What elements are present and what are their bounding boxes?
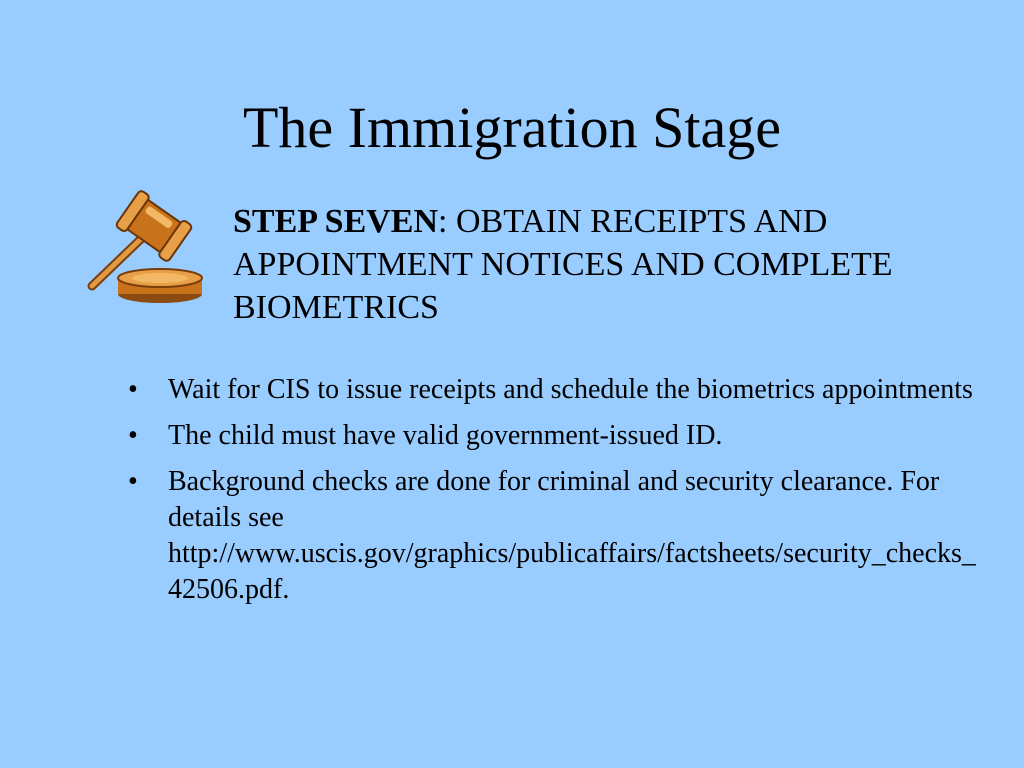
bullet-text: Wait for CIS to issue receipts and schedule the biometrics appointments bbox=[168, 374, 973, 405]
step-heading bbox=[233, 200, 993, 329]
bullet-marker: • bbox=[128, 466, 138, 497]
bullet-marker: • bbox=[128, 420, 138, 451]
gavel-icon bbox=[82, 186, 204, 306]
list-item bbox=[128, 418, 978, 454]
bullet-marker: • bbox=[128, 374, 138, 405]
bullet-text: The child must have valid government-issued ID. bbox=[168, 420, 723, 451]
step-label: STEP SEVEN bbox=[233, 203, 439, 240]
list-item bbox=[128, 464, 978, 608]
list-item bbox=[128, 372, 978, 408]
bullet-text: Background checks are done for criminal and security clearance. For details see http://www.uscis.gov/graphics/publicaffairs/factsheets/security_checks_42506.pdf. bbox=[168, 466, 976, 605]
bullet-list bbox=[128, 372, 978, 618]
slide-title: The Immigration Stage bbox=[243, 95, 781, 160]
step-text: : OBTAIN RECEIPTS AND APPOINTMENT NOTICES AND COMPLETE BIOMETRICS bbox=[233, 203, 893, 326]
